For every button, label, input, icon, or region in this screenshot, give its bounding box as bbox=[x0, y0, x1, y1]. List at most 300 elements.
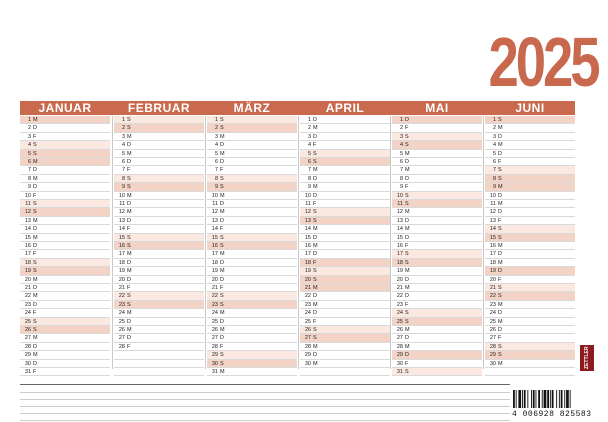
day-number: 8 bbox=[214, 175, 218, 182]
day-number: 3 bbox=[27, 133, 31, 140]
day-cell bbox=[485, 318, 575, 326]
day-number: 20 bbox=[211, 276, 218, 283]
day-number: 21 bbox=[304, 285, 311, 291]
weekday-letter: M bbox=[33, 217, 38, 224]
day-number: 25 bbox=[118, 318, 125, 325]
weekday-letter: F bbox=[127, 167, 131, 174]
weekday-letter: M bbox=[498, 142, 503, 149]
day-number: 8 bbox=[307, 175, 311, 182]
weekday-letter: D bbox=[498, 192, 502, 199]
day-cell bbox=[485, 301, 575, 309]
weekday-letter: S bbox=[220, 301, 224, 308]
weekday-letter: S bbox=[405, 310, 409, 317]
weekday-letter: D bbox=[33, 285, 37, 291]
day-number: 5 bbox=[214, 150, 218, 157]
day-cell bbox=[485, 234, 575, 242]
day-cell bbox=[392, 309, 482, 317]
day-cell bbox=[300, 326, 390, 334]
weekday-letter: S bbox=[220, 184, 224, 191]
day-cell bbox=[300, 242, 390, 250]
side-note-right bbox=[577, 30, 597, 330]
weekday-letter: M bbox=[405, 167, 410, 174]
day-number: 17 bbox=[396, 251, 403, 258]
day-cell bbox=[392, 276, 482, 284]
day-cell bbox=[20, 326, 110, 334]
day-number: 2 bbox=[307, 125, 311, 132]
weekday-letter: D bbox=[220, 335, 224, 342]
weekday-letter: S bbox=[498, 352, 502, 359]
weekday-letter: F bbox=[127, 226, 131, 233]
day-cell bbox=[392, 318, 482, 326]
day-number: 7 bbox=[27, 167, 31, 174]
day-number: 2 bbox=[214, 125, 218, 132]
day-cell bbox=[114, 116, 204, 124]
day-cell bbox=[114, 166, 204, 174]
day-cell bbox=[207, 292, 297, 300]
day-number: 19 bbox=[396, 268, 403, 275]
day-cell bbox=[20, 301, 110, 309]
day-number: 14 bbox=[396, 226, 403, 233]
day-cell bbox=[20, 225, 110, 233]
day-number: 21 bbox=[118, 285, 125, 291]
weekday-letter: D bbox=[127, 318, 131, 325]
day-number: 20 bbox=[24, 276, 31, 283]
weekday-letter: D bbox=[127, 335, 131, 342]
day-cell bbox=[485, 133, 575, 141]
weekday-letter: S bbox=[33, 209, 37, 216]
day-number: 10 bbox=[489, 192, 496, 199]
weekday-letter: S bbox=[498, 343, 502, 350]
day-number: 10 bbox=[304, 192, 311, 199]
day-number: 20 bbox=[396, 276, 403, 283]
day-number: 14 bbox=[489, 226, 496, 233]
day-cell bbox=[114, 133, 204, 141]
day-number: 17 bbox=[118, 251, 125, 258]
day-cell bbox=[207, 326, 297, 334]
weekday-letter: S bbox=[33, 268, 37, 275]
day-number: 25 bbox=[24, 318, 31, 325]
day-number: 26 bbox=[24, 327, 31, 333]
day-number: 1 bbox=[399, 117, 403, 123]
legend-row bbox=[20, 386, 510, 393]
weekday-letter: D bbox=[313, 310, 317, 317]
day-number: 16 bbox=[396, 243, 403, 249]
day-number: 19 bbox=[118, 268, 125, 275]
weekday-letter: M bbox=[220, 192, 225, 199]
weekday-letter: M bbox=[498, 201, 503, 207]
day-number: 3 bbox=[307, 133, 311, 140]
weekday-letter: S bbox=[313, 159, 317, 165]
weekday-letter: F bbox=[405, 184, 409, 191]
weekday-letter: S bbox=[127, 301, 131, 308]
day-number: 27 bbox=[489, 335, 496, 342]
weekday-letter: F bbox=[33, 133, 37, 140]
day-cell bbox=[114, 318, 204, 326]
weekday-letter: D bbox=[405, 335, 409, 342]
day-cell bbox=[300, 343, 390, 351]
weekday-letter: S bbox=[405, 192, 409, 199]
day-number: 17 bbox=[489, 251, 496, 258]
day-cell bbox=[114, 200, 204, 208]
weekday-letter: M bbox=[127, 251, 132, 258]
weekday-letter: S bbox=[405, 201, 409, 207]
day-number: 14 bbox=[24, 226, 31, 233]
weekday-letter: M bbox=[405, 343, 410, 350]
day-number: 27 bbox=[304, 335, 311, 342]
weekday-letter: M bbox=[313, 301, 318, 308]
weekday-letter: M bbox=[313, 243, 318, 249]
weekday-letter: M bbox=[127, 209, 132, 216]
column-separator bbox=[390, 116, 391, 369]
day-cell bbox=[485, 124, 575, 132]
day-number: 9 bbox=[492, 184, 496, 191]
day-cell bbox=[392, 351, 482, 359]
day-number: 15 bbox=[118, 234, 125, 241]
day-cell bbox=[392, 242, 482, 250]
day-cell bbox=[114, 158, 204, 166]
day-number: 16 bbox=[211, 243, 218, 249]
day-number: 19 bbox=[304, 268, 311, 275]
day-number: 13 bbox=[24, 217, 31, 224]
day-number: 29 bbox=[24, 352, 31, 359]
day-cell bbox=[485, 351, 575, 359]
day-cell bbox=[20, 192, 110, 200]
weekday-letter: D bbox=[405, 217, 409, 224]
day-number: 30 bbox=[24, 360, 31, 367]
weekday-letter: M bbox=[405, 285, 410, 291]
column-separator bbox=[483, 116, 484, 369]
day-cell bbox=[114, 217, 204, 225]
weekday-letter: S bbox=[313, 217, 317, 224]
weekday-letter: F bbox=[498, 276, 502, 283]
day-number: 8 bbox=[27, 175, 31, 182]
weekday-letter: S bbox=[220, 243, 224, 249]
weekday-letter: F bbox=[313, 201, 317, 207]
day-number: 30 bbox=[489, 360, 496, 367]
day-number: 9 bbox=[27, 184, 31, 191]
day-cell bbox=[300, 360, 390, 368]
weekday-letter: F bbox=[33, 251, 37, 258]
day-cell bbox=[392, 208, 482, 216]
weekday-letter: D bbox=[127, 159, 131, 165]
day-cell bbox=[300, 351, 390, 359]
day-number: 14 bbox=[118, 226, 125, 233]
legend-header bbox=[20, 378, 510, 385]
day-number: 27 bbox=[118, 335, 125, 342]
weekday-letter: S bbox=[33, 201, 37, 207]
day-number: 24 bbox=[396, 310, 403, 317]
day-cell bbox=[207, 250, 297, 258]
day-number: 4 bbox=[214, 142, 218, 149]
weekday-letter: S bbox=[127, 117, 131, 123]
month-header-mai: MAI bbox=[425, 101, 449, 115]
weekday-letter: D bbox=[498, 268, 502, 275]
day-number: 24 bbox=[304, 310, 311, 317]
day-cell bbox=[114, 343, 204, 351]
weekday-letter: M bbox=[127, 150, 132, 157]
day-number: 13 bbox=[118, 217, 125, 224]
day-number: 13 bbox=[396, 217, 403, 224]
weekday-letter: M bbox=[313, 184, 318, 191]
month-header-maerz: MÄRZ bbox=[233, 101, 271, 115]
day-cell bbox=[20, 284, 110, 292]
day-number: 3 bbox=[492, 133, 496, 140]
weekday-letter: D bbox=[313, 117, 317, 123]
day-cell bbox=[485, 284, 575, 292]
day-cell bbox=[20, 351, 110, 359]
weekday-letter: S bbox=[313, 268, 317, 275]
weekday-letter: M bbox=[127, 268, 132, 275]
weekday-letter: S bbox=[220, 175, 224, 182]
day-cell bbox=[300, 267, 390, 275]
day-cell bbox=[207, 133, 297, 141]
weekday-letter: D bbox=[127, 259, 131, 266]
weekday-letter: D bbox=[313, 133, 317, 140]
day-number: 4 bbox=[399, 142, 403, 149]
weekday-letter: M bbox=[33, 293, 38, 300]
day-number: 30 bbox=[396, 360, 403, 367]
day-cell bbox=[300, 208, 390, 216]
day-number: 4 bbox=[492, 142, 496, 149]
day-number: 23 bbox=[489, 301, 496, 308]
weekday-letter: S bbox=[127, 125, 131, 132]
day-number: 15 bbox=[304, 234, 311, 241]
day-number: 21 bbox=[211, 285, 218, 291]
day-number: 19 bbox=[24, 268, 31, 275]
day-cell bbox=[392, 267, 482, 275]
day-cell bbox=[20, 217, 110, 225]
day-number: 5 bbox=[27, 150, 31, 157]
day-cell bbox=[485, 217, 575, 225]
weekday-letter: D bbox=[405, 175, 409, 182]
weekday-letter: S bbox=[498, 226, 502, 233]
weekday-letter: M bbox=[313, 226, 318, 233]
day-cell bbox=[20, 116, 110, 124]
day-number: 5 bbox=[399, 150, 403, 157]
day-cell bbox=[114, 360, 204, 368]
day-cell bbox=[114, 175, 204, 183]
day-cell bbox=[300, 150, 390, 158]
day-cell bbox=[20, 292, 110, 300]
day-cell bbox=[392, 158, 482, 166]
weekday-letter: S bbox=[405, 251, 409, 258]
day-cell bbox=[392, 141, 482, 149]
day-number: 21 bbox=[489, 285, 496, 291]
day-cell bbox=[20, 150, 110, 158]
day-number: 22 bbox=[211, 293, 218, 300]
day-cell bbox=[485, 309, 575, 317]
day-cell bbox=[114, 292, 204, 300]
weekday-letter: F bbox=[33, 192, 37, 199]
weekday-letter: M bbox=[498, 301, 503, 308]
day-number: 2 bbox=[399, 125, 403, 132]
weekday-letter: M bbox=[33, 352, 38, 359]
day-number: 5 bbox=[307, 150, 311, 157]
day-number: 18 bbox=[304, 259, 311, 266]
day-number: 24 bbox=[118, 310, 125, 317]
day-cell bbox=[207, 124, 297, 132]
column-separator bbox=[112, 116, 113, 369]
month-header-juni: JUNI bbox=[515, 101, 545, 115]
weekday-letter: M bbox=[405, 209, 410, 216]
weekday-letter: M bbox=[33, 335, 38, 342]
weekday-letter: M bbox=[127, 310, 132, 317]
weekday-letter: S bbox=[498, 293, 502, 300]
day-cell bbox=[392, 259, 482, 267]
weekday-letter: M bbox=[127, 133, 132, 140]
side-note-left bbox=[4, 230, 12, 370]
day-number: 10 bbox=[118, 192, 125, 199]
weekday-letter: D bbox=[313, 234, 317, 241]
weekday-letter: F bbox=[498, 217, 502, 224]
day-cell bbox=[20, 166, 110, 174]
day-number: 2 bbox=[27, 125, 31, 132]
weekday-letter: D bbox=[498, 251, 502, 258]
day-number: 3 bbox=[121, 133, 125, 140]
weekday-letter: D bbox=[33, 184, 37, 191]
day-number: 29 bbox=[304, 352, 311, 359]
day-number: 31 bbox=[24, 369, 31, 375]
day-number: 22 bbox=[304, 293, 311, 300]
day-cell bbox=[392, 301, 482, 309]
day-cell bbox=[207, 158, 297, 166]
weekday-letter: M bbox=[220, 209, 225, 216]
day-number: 31 bbox=[211, 369, 218, 375]
day-number: 18 bbox=[489, 259, 496, 266]
day-number: 25 bbox=[489, 318, 496, 325]
day-cell bbox=[207, 267, 297, 275]
day-number: 26 bbox=[396, 327, 403, 333]
weekday-letter: M bbox=[33, 234, 38, 241]
day-cell bbox=[114, 284, 204, 292]
weekday-letter: D bbox=[313, 192, 317, 199]
day-cell bbox=[114, 259, 204, 267]
day-number: 24 bbox=[211, 310, 218, 317]
weekday-letter: F bbox=[498, 159, 502, 165]
day-cell bbox=[300, 259, 390, 267]
weekday-letter: D bbox=[33, 360, 37, 367]
day-cell bbox=[207, 208, 297, 216]
day-cell bbox=[392, 234, 482, 242]
day-cell bbox=[485, 166, 575, 174]
day-number: 4 bbox=[27, 142, 31, 149]
day-number: 11 bbox=[305, 201, 311, 207]
day-number: 4 bbox=[307, 142, 311, 149]
weekday-letter: S bbox=[220, 117, 224, 123]
day-cell bbox=[207, 259, 297, 267]
day-cell bbox=[392, 360, 482, 368]
day-cell bbox=[207, 276, 297, 284]
day-cell bbox=[300, 217, 390, 225]
weekday-letter: D bbox=[33, 343, 37, 350]
weekday-letter: F bbox=[313, 318, 317, 325]
day-number: 28 bbox=[489, 343, 496, 350]
day-cell bbox=[300, 334, 390, 342]
day-number: 27 bbox=[396, 335, 403, 342]
day-number: 3 bbox=[399, 133, 403, 140]
day-cell bbox=[114, 242, 204, 250]
day-cell bbox=[485, 141, 575, 149]
day-cell bbox=[485, 158, 575, 166]
weekday-letter: D bbox=[220, 318, 224, 325]
weekday-letter: D bbox=[220, 142, 224, 149]
day-number: 15 bbox=[396, 234, 403, 241]
day-number: 1 bbox=[492, 117, 496, 123]
day-number: 28 bbox=[396, 343, 403, 350]
day-cell bbox=[207, 116, 297, 124]
day-number: 27 bbox=[24, 335, 31, 342]
day-number: 28 bbox=[118, 343, 125, 350]
day-number: 1 bbox=[307, 117, 311, 123]
weekday-letter: S bbox=[33, 327, 37, 333]
weekday-letter: S bbox=[127, 293, 131, 300]
day-cell bbox=[207, 217, 297, 225]
day-cell bbox=[392, 284, 482, 292]
day-number: 18 bbox=[396, 259, 403, 266]
day-cell bbox=[300, 309, 390, 317]
day-number: 24 bbox=[489, 310, 496, 317]
weekday-letter: M bbox=[33, 159, 38, 165]
day-number: 16 bbox=[304, 243, 311, 249]
day-number: 23 bbox=[24, 301, 31, 308]
column-separator bbox=[298, 116, 299, 369]
weekday-letter: D bbox=[405, 276, 409, 283]
day-cell bbox=[20, 318, 110, 326]
weekday-letter: M bbox=[498, 318, 503, 325]
day-number: 16 bbox=[489, 243, 496, 249]
weekday-letter: S bbox=[313, 150, 317, 157]
day-cell bbox=[114, 267, 204, 275]
day-cell bbox=[300, 250, 390, 258]
day-number: 30 bbox=[211, 360, 218, 367]
day-number: 20 bbox=[118, 276, 125, 283]
day-cell bbox=[392, 116, 482, 124]
day-cell bbox=[20, 124, 110, 132]
weekday-letter: D bbox=[33, 226, 37, 233]
day-cell bbox=[392, 124, 482, 132]
day-number: 24 bbox=[24, 310, 31, 317]
day-cell bbox=[20, 158, 110, 166]
day-cell bbox=[300, 124, 390, 132]
day-number: 11 bbox=[119, 201, 125, 207]
weekday-letter: M bbox=[313, 167, 318, 174]
day-cell bbox=[392, 192, 482, 200]
day-cell bbox=[207, 150, 297, 158]
barcode-number: 4 006928 825583 bbox=[512, 410, 592, 419]
day-cell bbox=[207, 351, 297, 359]
day-number: 10 bbox=[211, 192, 218, 199]
day-cell bbox=[20, 259, 110, 267]
day-number: 12 bbox=[211, 209, 218, 216]
weekday-letter: S bbox=[220, 352, 224, 359]
day-number: 29 bbox=[211, 352, 218, 359]
weekday-letter: M bbox=[498, 259, 503, 266]
weekday-letter: M bbox=[220, 251, 225, 258]
day-number: 28 bbox=[211, 343, 218, 350]
weekday-letter: S bbox=[313, 276, 317, 283]
day-number: 26 bbox=[304, 327, 311, 333]
weekday-letter: F bbox=[405, 301, 409, 308]
day-cell bbox=[300, 133, 390, 141]
day-number: 23 bbox=[211, 301, 218, 308]
day-cell bbox=[114, 276, 204, 284]
weekday-letter: M bbox=[220, 310, 225, 317]
weekday-letter: D bbox=[220, 276, 224, 283]
weekday-letter: D bbox=[33, 125, 37, 132]
weekday-letter: D bbox=[127, 217, 131, 224]
day-number: 25 bbox=[396, 318, 403, 325]
weekday-letter: S bbox=[498, 175, 502, 182]
